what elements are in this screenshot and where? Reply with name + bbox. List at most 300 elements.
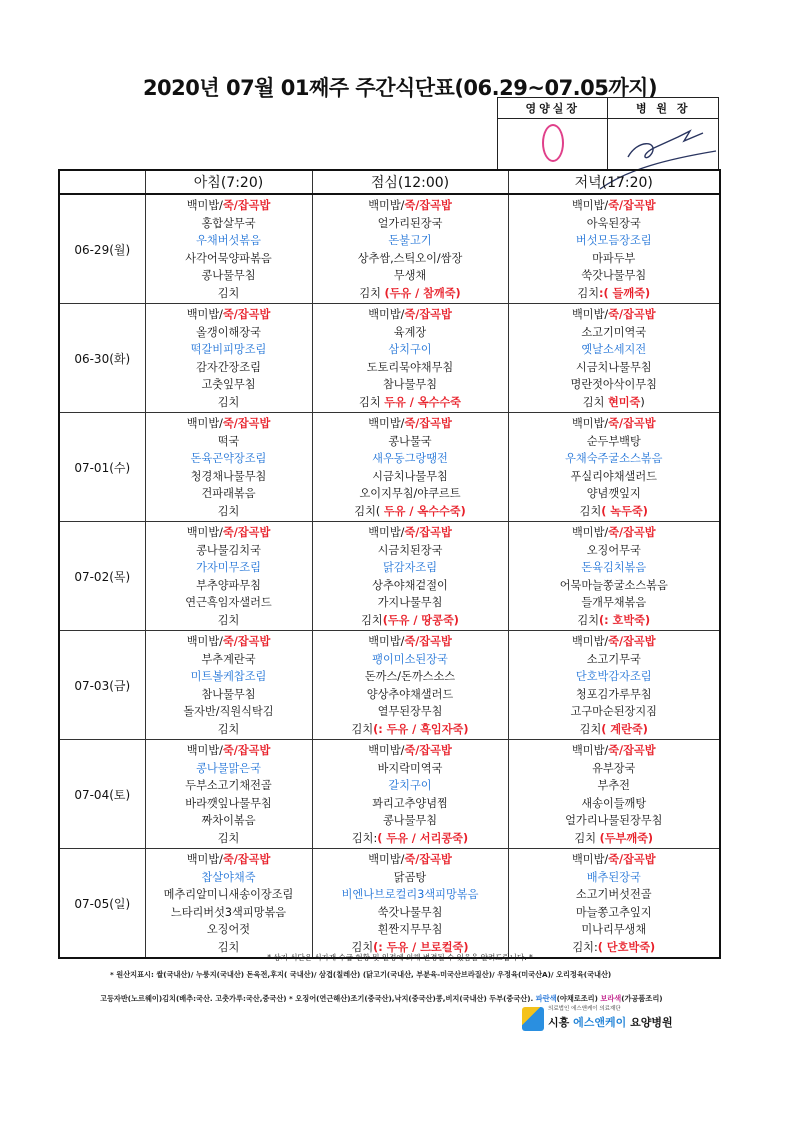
menu-item [509,886,720,904]
menu-item-text: 단호박감자조림 [575,670,652,684]
menu-item-text: 김치 [574,831,600,845]
menu-item [313,742,508,760]
menu-item-text: 두부소고기채전골 [185,779,272,793]
menu-item-text: 버섯모듬장조림 [575,234,652,248]
menu-item [146,433,312,451]
logo-name-brand: 에스앤케이 [573,1016,627,1029]
legend-purple-desc: (가공품조리) [621,994,663,1003]
menu-item [313,686,508,704]
menu-item [313,921,508,939]
menu-item [509,559,720,577]
menu-item-text: 흰짠지무무침 [377,923,443,937]
menu-row [59,522,720,631]
menu-item-text: 명란젓아삭이무침 [570,378,657,392]
menu-item [313,869,508,887]
menu-item-text: 죽/잡곡밥 [404,308,452,321]
menu-item [509,851,720,869]
menu-item-text: 참나물무침 [201,687,256,701]
menu-item [146,415,312,433]
menu-item-text: 상추쌈,스틱오이/쌈장 [357,251,463,265]
menu-item [509,485,720,503]
menu-item-text: 죽/잡곡밥 [404,199,452,212]
menu-item [509,721,720,739]
menu-item [509,869,720,887]
legend-blue-label: 파란색 [535,994,557,1003]
menu-item-text: 오징어젓 [206,923,251,937]
menu-item-text: 백미밥/ [368,853,405,866]
menu-item [509,612,720,630]
director-signature-cell [608,119,719,170]
menu-item [313,415,508,433]
menu-item [146,612,312,630]
menu-item-text: 백미밥/ [368,635,405,648]
menu-item-text: (: 호박죽) [599,613,651,627]
menu-item [146,215,312,233]
menu-item-text: 열무된장무침 [377,705,443,719]
menu-item-text: 백미밥/ [186,635,223,648]
menu-item-text: (: 두유 / 흑임자죽) [373,722,469,736]
menu-item [509,651,720,669]
menu-item-text: 현미죽 [607,395,641,409]
logo-subtitle: 의료법인 에스앤케이 의료재단 [548,1006,621,1012]
menu-item-text: 백미밥/ [571,199,609,212]
menu-item-text: 김치 [361,613,383,627]
menu-item-text: 김치 [351,722,374,736]
menu-item-text: 바지락미역국 [377,761,443,775]
menu-item [313,577,508,595]
menu-item-text: 김치: [572,940,598,954]
seal-stamp-icon [542,124,564,162]
menu-item-text: 죽/잡곡밥 [222,526,271,539]
menu-item [509,904,720,922]
day-label: 06-29(월) [59,194,145,304]
menu-item [146,485,312,503]
menu-item-text: 무생채 [393,269,427,283]
menu-item [509,830,720,848]
menu-item [509,668,720,686]
breakfast-cell [145,304,312,413]
menu-item-text: 죽/잡곡밥 [608,199,656,212]
menu-item-text: 갈치구이 [388,779,432,793]
menu-item-text: 백미밥/ [186,417,223,430]
menu-item [313,542,508,560]
menu-item-text: 콩나물국 [388,434,432,448]
menu-item [313,812,508,830]
menu-item-text: 백미밥/ [368,308,405,321]
menu-item-text: 김치 [577,286,600,300]
menu-item [509,686,720,704]
menu-item [509,633,720,651]
menu-item [509,777,720,795]
dinner-cell [508,522,720,631]
menu-item-text: 김치 [217,831,240,845]
menu-item [313,503,508,521]
menu-item-text: 양상추야채샐러드 [366,687,454,701]
lunch-cell [312,522,508,631]
menu-item [509,267,720,285]
menu-item-text: 백미밥/ [571,308,609,321]
menu-item-text: 김치 [359,286,385,300]
lunch-cell [312,740,508,849]
menu-item [313,359,508,377]
menu-item-text: ) [640,395,645,409]
day-label: 07-03(금) [59,631,145,740]
menu-item [146,359,312,377]
menu-item [509,324,720,342]
menu-item-text: 죽/잡곡밥 [608,635,656,648]
menu-item-text: ( 녹두죽) [601,504,648,518]
menu-item-text: ( 계란죽) [601,722,648,736]
menu-item-text: (두유 / 땅콩죽) [382,613,459,627]
menu-item-text: 콩나물맑은국 [196,761,261,775]
dinner-cell [508,194,720,304]
menu-item-text: 죽/잡곡밥 [404,853,452,866]
menu-item [146,742,312,760]
menu-item-text: 돈까스/돈까스소스 [364,670,456,684]
menu-item-text: 마늘쫑고추잎지 [575,905,652,919]
menu-item-text: 쑥갓나물무침 [581,269,647,283]
menu-item [146,232,312,250]
menu-item [146,376,312,394]
day-label: 07-04(토) [59,740,145,849]
menu-item [509,341,720,359]
menu-item [313,721,508,739]
menu-item [313,703,508,721]
menu-item-text: 아욱된장국 [586,216,641,230]
menu-item-text: 백미밥/ [571,635,609,648]
menu-item [146,306,312,324]
menu-item-text: 사각어묵양파볶음 [185,251,272,265]
dinner-cell [508,631,720,740]
menu-item [509,415,720,433]
menu-item-text: 바라깻잎나물무침 [185,796,272,810]
menu-item-text: 팽이미소된장국 [372,652,448,666]
menu-item-text: 김치 [217,613,240,627]
menu-item-text: 죽/잡곡밥 [608,853,656,866]
menu-item [146,777,312,795]
menu-item-text: 느타리버섯3색피망볶음 [170,905,287,919]
menu-item-text: 백미밥/ [368,199,405,212]
menu-item-text: 메추리알미니새송이장조림 [163,888,294,902]
menu-item-text: 백미밥/ [186,199,223,212]
legend-purple-label: 보라색 [600,994,622,1003]
menu-header-row [59,170,720,194]
menu-item-text: 백미밥/ [186,853,223,866]
menu-item [313,285,508,303]
menu-item-text: 돈육곤약장조림 [190,452,267,466]
menu-item [146,197,312,215]
menu-item-text: 쑥갓나물무침 [377,905,443,919]
hospital-logo [522,1003,682,1033]
menu-item-text: 백미밥/ [186,526,223,539]
menu-item [509,921,720,939]
menu-item-text: 도토리묵야채무침 [366,360,454,374]
breakfast-cell [145,740,312,849]
menu-item-text: 김치 [579,504,602,518]
menu-item [146,324,312,342]
menu-item-text: 옛날소세지전 [581,343,647,357]
menu-item-text: 청경채나물무침 [190,469,267,483]
menu-item-text: 돈불고기 [388,234,432,248]
hospital-logo-icon [522,1007,544,1031]
menu-item-text: 백미밥/ [368,417,405,430]
menu-item-text: 비엔나브로컬리3색피망볶음 [341,888,479,902]
lunch-cell [312,631,508,740]
menu-item [313,376,508,394]
menu-item [509,197,720,215]
menu-item [146,886,312,904]
logo-name-city: 시흥 [548,1016,574,1029]
menu-item-text: 김치: [351,831,378,845]
menu-item-text: 들개무채볶음 [581,596,647,610]
menu-item-text: 참나물무침 [382,378,438,392]
menu-item-text: 백미밥/ [571,744,609,757]
menu-item [146,633,312,651]
day-label: 06-30(화) [59,304,145,413]
menu-item-text: 콩나물무침 [201,269,256,283]
menu-item-text: 떡국 [217,434,240,448]
menu-item-text: 김치 [217,504,240,518]
menu-item-text: 두유 / 옥수수죽 [384,395,461,409]
menu-item-text: 죽/잡곡밥 [608,526,656,539]
menu-item-text: 김치( [354,504,384,518]
menu-item [146,651,312,669]
menu-item [313,267,508,285]
menu-item-text: 오이지무침/야쿠르트 [359,487,461,501]
menu-item-text: 죽/잡곡밥 [608,744,656,757]
breakfast-cell [145,849,312,959]
menu-item [146,559,312,577]
lunch-cell [312,304,508,413]
menu-item-text: 상추야채겉절이 [372,578,448,592]
logo-name-type: 요양병원 [626,1016,673,1029]
menu-item-text: 시금치나물무침 [372,469,448,483]
menu-item [146,503,312,521]
menu-item [313,830,508,848]
menu-item [313,886,508,904]
menu-row [59,631,720,740]
menu-item-text: 죽/잡곡밥 [222,308,271,321]
menu-item-text: 유부장국 [592,761,636,775]
menu-item-text: 죽/잡곡밥 [608,308,656,321]
menu-item [509,250,720,268]
menu-row [59,304,720,413]
menu-item [509,394,720,412]
menu-item-text: 우채숙주굴소스볶음 [565,452,663,466]
page-title: 2020년 07월 01째주 주간식단표(06.29~07.05까지) [142,76,658,100]
menu-item [313,197,508,215]
menu-item-text: 찹살야채죽 [201,870,256,884]
menu-item-text: :( 들깨죽) [599,286,651,300]
menu-item-text: 고춧잎무침 [201,378,256,392]
menu-item [313,524,508,542]
breakfast-cell [145,631,312,740]
menu-item-text: 돈육김치볶음 [581,561,647,575]
menu-item [509,760,720,778]
day-label: 07-05(일) [59,849,145,959]
menu-item-text: 미트볼케찹조림 [190,670,267,684]
menu-item [509,359,720,377]
menu-item [146,285,312,303]
menu-item [313,612,508,630]
header-dinner: 저녁(17:20) [508,170,720,194]
menu-item-text: 홍합살무국 [201,216,256,230]
menu-item [509,812,720,830]
lunch-cell [312,194,508,304]
menu-item [146,341,312,359]
approval-box [497,97,719,170]
menu-row [59,849,720,959]
menu-item [146,851,312,869]
menu-item-text: 배추된장국 [586,870,641,884]
menu-item [146,686,312,704]
menu-item-text: 콩나물무침 [382,814,438,828]
menu-item [313,760,508,778]
menu-item-text: 삼치구이 [388,343,432,357]
menu-item [146,394,312,412]
menu-item [313,324,508,342]
menu-item [509,742,720,760]
menu-item-text: 김치 [579,722,602,736]
menu-item-text: 죽/잡곡밥 [404,526,452,539]
menu-item [313,341,508,359]
menu-item-text: 가지나물무침 [377,596,443,610]
menu-item [313,485,508,503]
menu-item [509,795,720,813]
menu-item-text: 부추전 [597,779,630,793]
menu-item [509,306,720,324]
menu-item [146,703,312,721]
menu-item-text: 오징어무국 [586,543,641,557]
menu-item-text: (: 두유 / 브로컬죽) [373,940,469,954]
lunch-cell [312,413,508,522]
menu-item-text: 새송이들깨탕 [581,796,647,810]
menu-item-text: 마파두부 [592,251,636,265]
menu-item [509,524,720,542]
menu-item-text: 죽/잡곡밥 [222,417,271,430]
menu-item-text: 청포김가루무침 [575,687,652,701]
menu-item-text: 소고기미역국 [581,325,647,339]
menu-item-text: 백미밥/ [571,526,609,539]
menu-item [146,468,312,486]
menu-item [509,594,720,612]
change-notice: * 상기 식단은 식자재 수급 현황 및 일정에 의해 변경될 수 있음을 알려드립니다. * [267,953,533,962]
menu-item [509,376,720,394]
menu-item-text: ( 단호박죽) [597,940,656,954]
nutrition-head-stamp-cell [498,119,608,170]
menu-item [146,542,312,560]
breakfast-cell [145,522,312,631]
menu-item-text: 죽/잡곡밥 [608,417,656,430]
menu-item-text: 연근흑임자샐러드 [185,596,272,610]
menu-item-text: 백미밥/ [571,417,609,430]
origin-info-line-1: * 원산지표시: 쌀(국내산)/ 누룽지(국내산) 돈육전,후지( 국내산)/ 삼겹(칠레산) (닭고기(국내산, 부분육-미국산브라질산)/ 우정육(미국산A)/ 오리정육(국내산) [110,970,612,979]
menu-item-text: 부추양파무침 [196,578,261,592]
menu-item [313,215,508,233]
menu-item [313,904,508,922]
menu-item-text: 소고기무국 [586,652,641,666]
day-label: 07-02(목) [59,522,145,631]
menu-item-text: 콩나물김치국 [196,543,261,557]
menu-item [313,450,508,468]
dinner-cell [508,740,720,849]
menu-row [59,413,720,522]
menu-item [146,577,312,595]
menu-item-text: (두유 / 참깨죽) [384,286,461,300]
header-breakfast: 아침(7:20) [145,170,312,194]
menu-item [313,594,508,612]
menu-item [313,795,508,813]
menu-item-text: 두유 / 옥수수죽) [383,504,466,518]
menu-item-text: 죽/잡곡밥 [404,635,452,648]
menu-item [509,232,720,250]
menu-item [509,285,720,303]
menu-item [509,433,720,451]
menu-item-text: 양념깻잎지 [586,487,641,501]
menu-item-text: 부추계란국 [201,652,256,666]
header-corner [59,170,145,194]
menu-item-text: 백미밥/ [186,744,223,757]
legend-blue-desc: (야채로조리) [556,994,598,1003]
menu-item-text: 김치 [351,940,374,954]
menu-item-text: 육계장 [393,325,427,339]
menu-item [146,721,312,739]
menu-item [146,812,312,830]
menu-item-text: 돌자반/직원식탁김 [183,705,274,719]
menu-item [509,703,720,721]
menu-item-text: 죽/잡곡밥 [404,744,452,757]
menu-item-text: 우채버섯볶음 [196,234,261,248]
menu-item-text: 백미밥/ [368,526,405,539]
menu-item-text: 푸실리야채샐러드 [570,469,657,483]
menu-item [313,306,508,324]
menu-item-text: (두부깨죽) [599,831,654,845]
signature-icon [608,119,718,169]
menu-item [146,524,312,542]
menu-item [313,250,508,268]
menu-item-text: 건파래볶음 [201,487,256,501]
menu-item [313,232,508,250]
dinner-cell [508,304,720,413]
menu-item-text: 시금치된장국 [377,543,443,557]
menu-item-text: 김치 [217,722,240,736]
menu-item [509,503,720,521]
menu-item-text: 김치 [217,286,240,300]
approval-director-label: 병 원 장 [608,98,719,119]
menu-row [59,740,720,849]
menu-item-text: 김치 [217,940,240,954]
menu-item [146,869,312,887]
menu-item [313,651,508,669]
menu-item-text: 소고기버섯전골 [575,888,652,902]
menu-item-text: 죽/잡곡밥 [222,199,271,212]
menu-item-text: 죽/잡곡밥 [222,853,271,866]
breakfast-cell [145,194,312,304]
header-lunch: 점심(12:00) [312,170,508,194]
menu-item-text: 꽈리고추양념찜 [372,796,448,810]
menu-item [509,542,720,560]
menu-item [146,904,312,922]
menu-item [146,830,312,848]
menu-item-text: 김치 [582,395,608,409]
menu-item [146,921,312,939]
menu-item [146,450,312,468]
menu-row [59,194,720,304]
menu-item [146,594,312,612]
menu-item-text: 닭감자조림 [382,561,438,575]
menu-item [509,577,720,595]
day-label: 07-01(수) [59,413,145,522]
